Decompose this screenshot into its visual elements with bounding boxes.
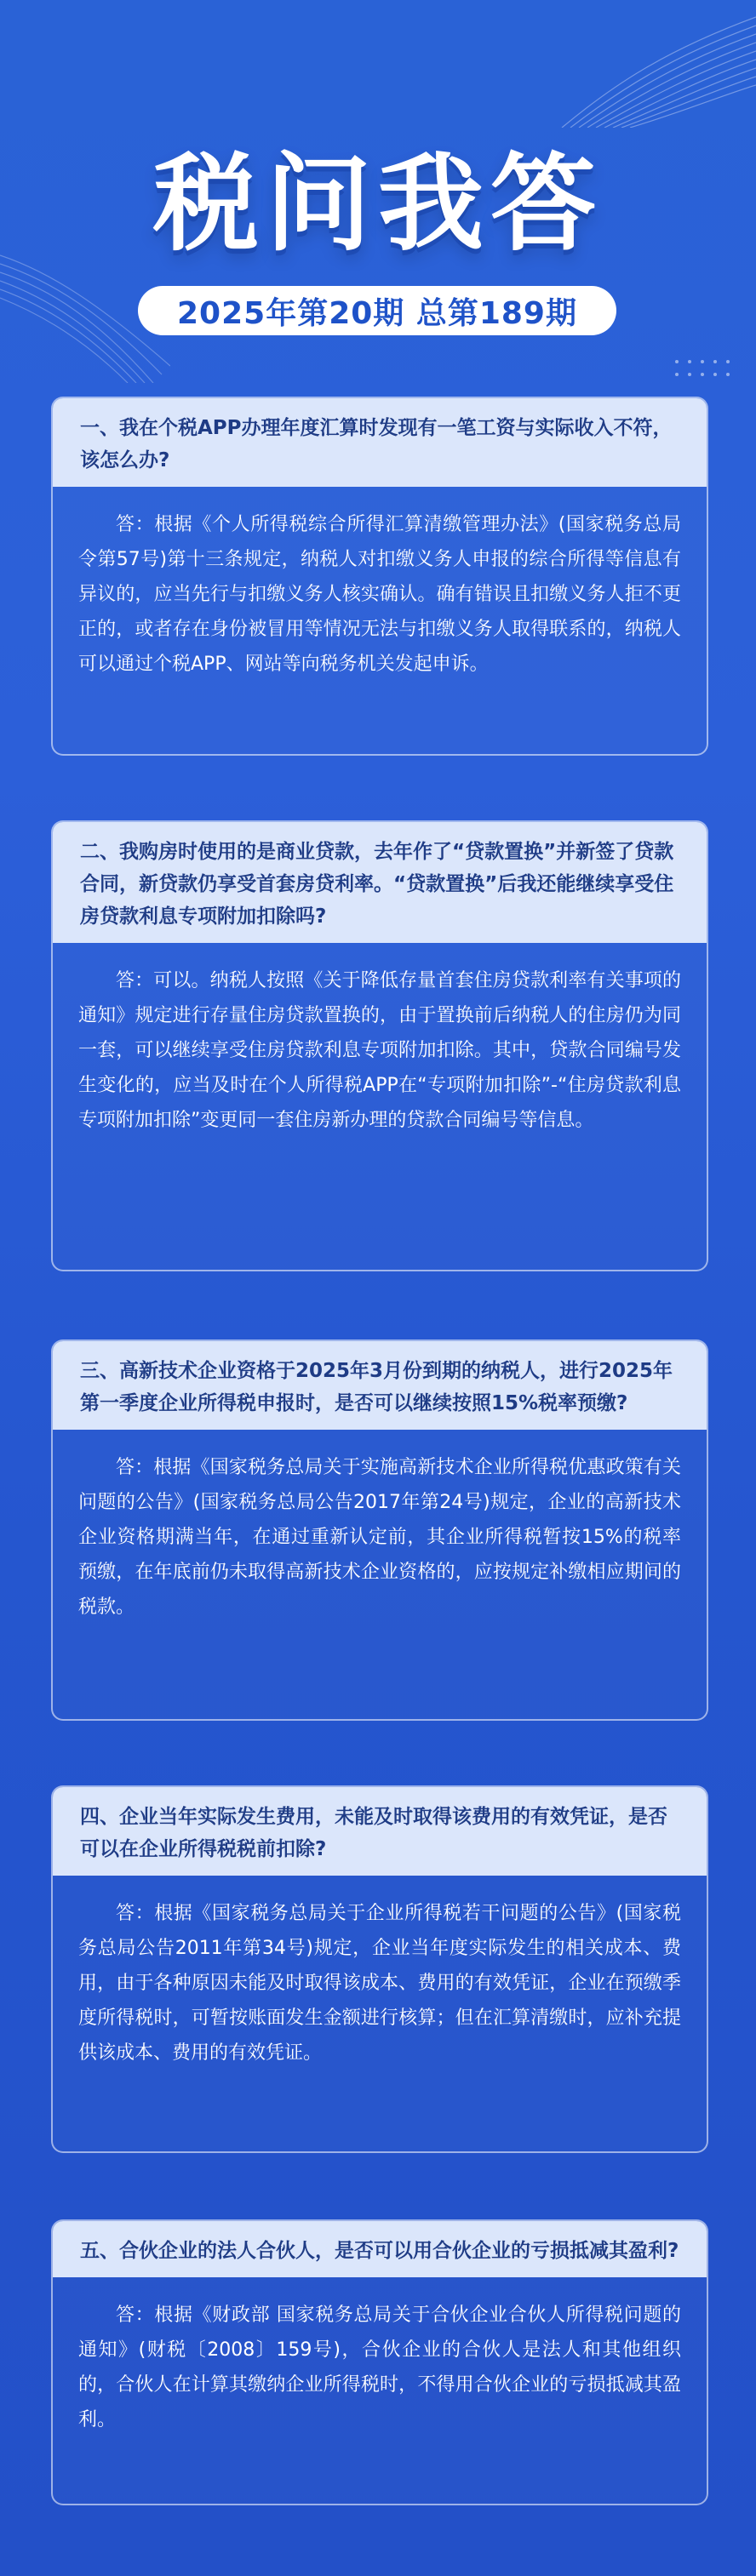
question-3: 三、高新技术企业资格于2025年3月份到期的纳税人，进行2025年第一季度企业所得税申报时，是否可以继续按照15%税率预缴? xyxy=(53,1341,707,1430)
question-2: 二、我购房时使用的是商业贷款，去年作了“贷款置换”并新签了贷款合同，新贷款仍享受首套房贷利率。“贷款置换”后我还能继续享受住房贷款利息专项附加扣除吗? xyxy=(53,822,707,943)
question-4: 四、企业当年实际发生费用，未能及时取得该费用的有效凭证，是否可以在企业所得税税前扣除? xyxy=(53,1787,707,1876)
qa-card-3 xyxy=(51,1339,708,1721)
answer-2: 答：可以。纳税人按照《关于降低存量首套住房贷款利率有关事项的通知》规定进行存量住房贷款置换的，由于置换前后纳税人的住房仍为同一套，可以继续享受住房贷款利息专项附加扣除。其中，贷款合同编号发生变化的，应当及时在个人所得税APP在“专项附加扣除”-“住房贷款利息专项附加扣除”变更同一套住房新办理的贷款合同编号等信息。 xyxy=(78,970,681,1131)
qa-card-4 xyxy=(51,1785,708,2153)
qa-card-2 xyxy=(51,820,708,1271)
answer-1: 答：根据《个人所得税综合所得汇算清缴管理办法》(国家税务总局令第57号)第十三条规定，纳税人对扣缴义务人申报的综合所得等信息有异议的，应当先行与扣缴义务人核实确认。确有错误且扣缴义务人拒不更正的，或者存在身份被冒用等情况无法与扣缴义务人取得联系的，纳税人可以通过个税APP、网站等向税务机关发起申诉。 xyxy=(78,514,681,675)
qa-card-1 xyxy=(51,397,708,756)
wave-decoration-top-right xyxy=(545,0,756,128)
question-5: 五、合伙企业的法人合伙人，是否可以用合伙企业的亏损抵减其盈利? xyxy=(53,2221,707,2277)
question-1: 一、我在个税APP办理年度汇算时发现有一笔工资与实际收入不符，该怎么办? xyxy=(53,398,707,487)
dot-grid-decoration xyxy=(673,357,741,391)
answer-4: 答：根据《国家税务总局关于企业所得税若干问题的公告》(国家税务总局公告2011年第34号)规定，企业当年度实际发生的相关成本、费用，由于各种原因未能及时取得该成本、费用的有效凭证，企业在预缴季度所得税时，可暂按账面发生金额进行核算；但在汇算清缴时，应补充提供该成本、费用的有效凭证。 xyxy=(78,1903,681,2064)
page-title: 税问我答 xyxy=(152,143,603,266)
answer-3: 答：根据《国家税务总局关于实施高新技术企业所得税优惠政策有关问题的公告》(国家税务总局公告2017年第24号)规定，企业的高新技术企业资格期满当年，在通过重新认定前，其企业所得税暂按15%的税率预缴，在年底前仍未取得高新技术企业资格的，应按规定补缴相应期间的税款。 xyxy=(78,1457,681,1618)
issue-badge: 2025年第20期 总第189期 xyxy=(138,286,616,335)
answer-5: 答：根据《财政部 国家税务总局关于合伙企业合伙人所得税问题的通知》(财税〔2008〕159号)，合伙企业的合伙人是法人和其他组织的，合伙人在计算其缴纳企业所得税时，不得用合伙企业的亏损抵减其盈利。 xyxy=(78,2305,681,2430)
qa-card-5 xyxy=(51,2219,708,2505)
